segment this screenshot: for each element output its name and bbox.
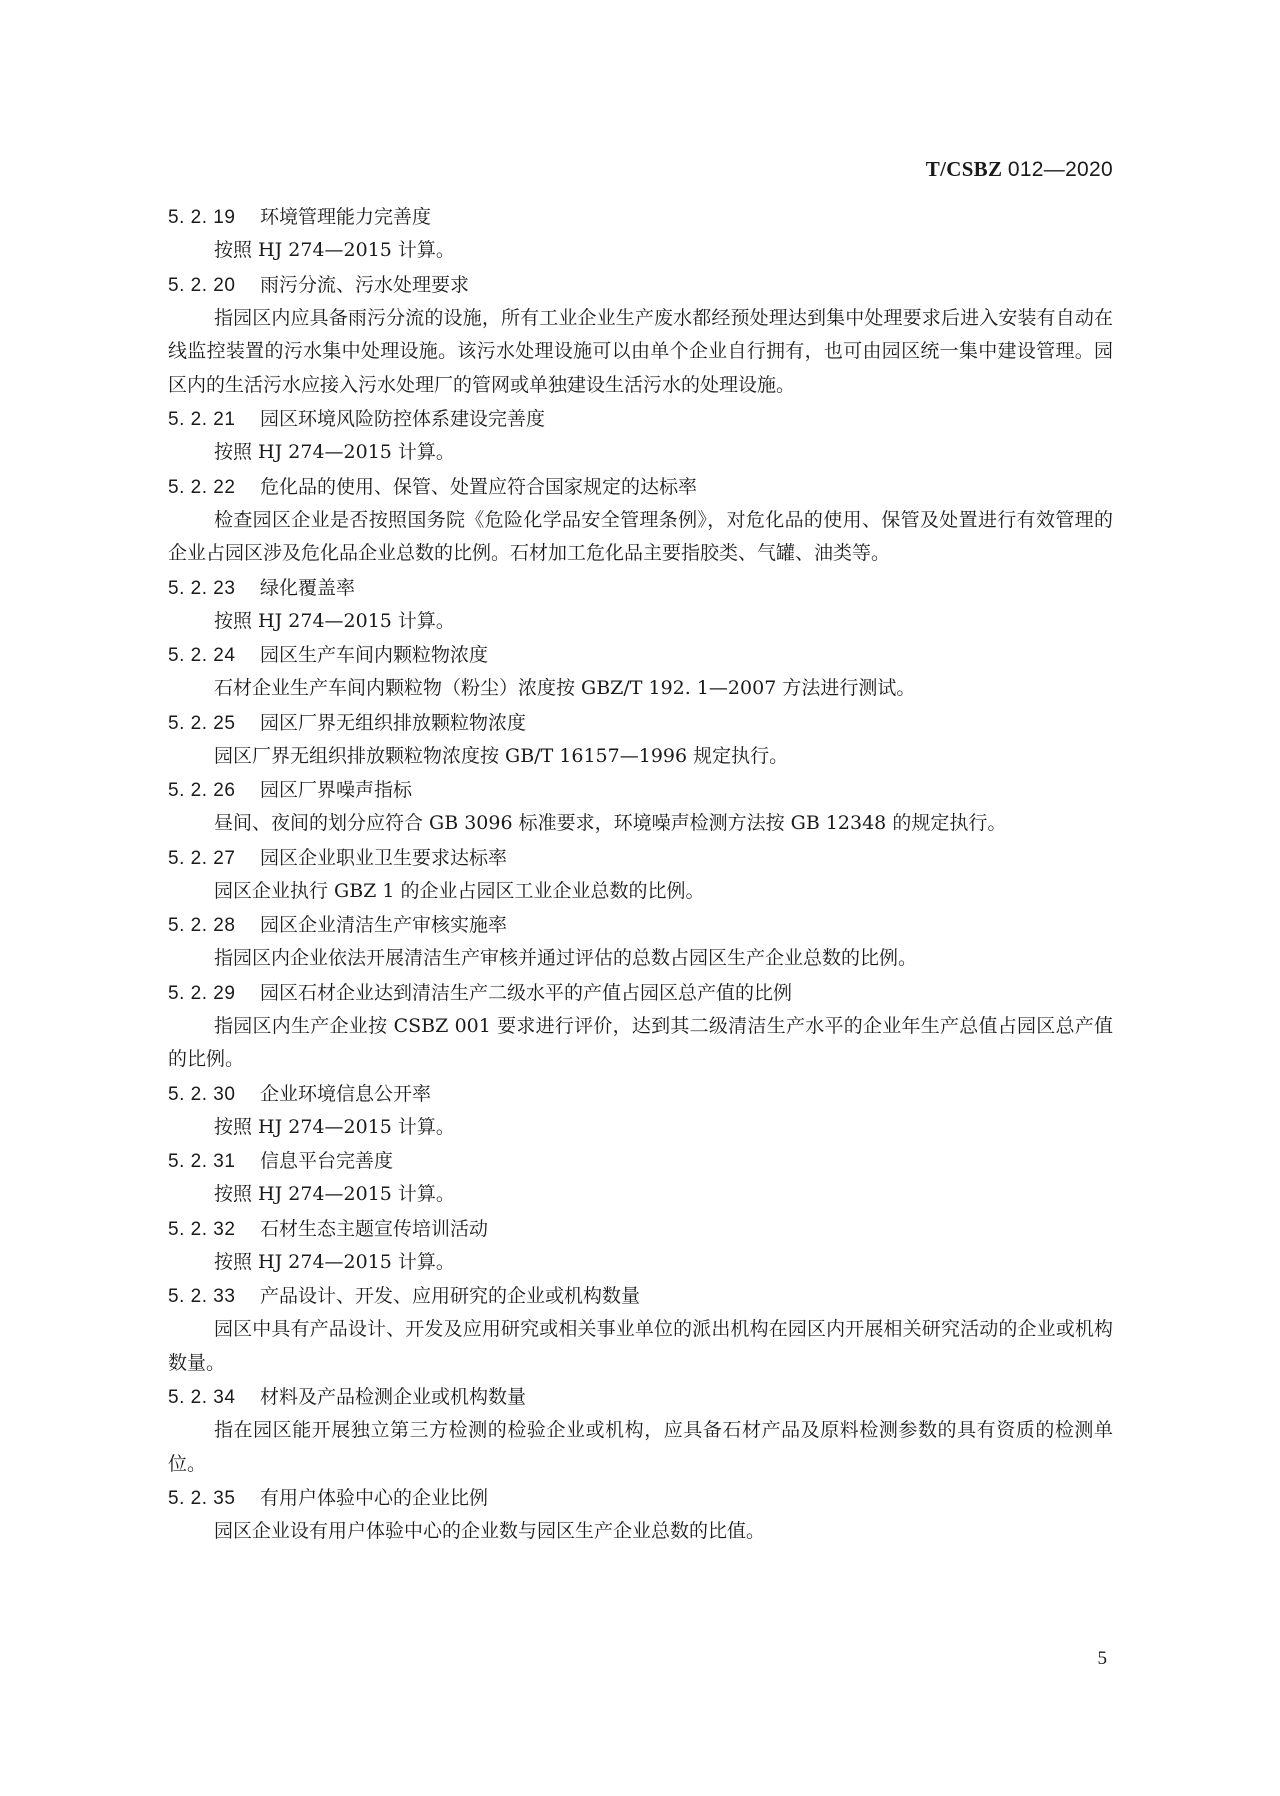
document-code-number: 012—2020: [1007, 158, 1113, 181]
section-body: 石材企业生产车间内颗粒物（粉尘）浓度按 GBZ/T 192. 1—2007 方法进行测试。: [214, 677, 916, 699]
section-5-2-30: [168, 1077, 1113, 1145]
section-heading: [168, 200, 1113, 234]
section-body: 按照 HJ 274—2015 计算。: [214, 1250, 455, 1273]
section-number: 5. 2. 21: [168, 409, 236, 430]
section-title: 园区企业职业卫生要求达标率: [260, 846, 508, 869]
section-number: 5. 2. 33: [168, 1286, 236, 1307]
section-number: 5. 2. 29: [168, 982, 236, 1004]
section-title: 绿化覆盖率: [260, 576, 356, 599]
section-5-2-19: [168, 200, 1113, 268]
section-5-2-34: [168, 1380, 1113, 1481]
section-title: 危化品的使用、保管、处置应符合国家规定的达标率: [260, 475, 698, 498]
section-heading: [168, 773, 1113, 807]
section-number: 5. 2. 20: [168, 274, 236, 296]
section-5-2-24: [168, 638, 1113, 706]
section-title: 园区厂界噪声指标: [260, 779, 413, 801]
section-heading: [168, 976, 1113, 1010]
section-number: 5. 2. 22: [168, 476, 236, 498]
document-code: [926, 157, 1113, 182]
page-number: 5: [1097, 1648, 1107, 1669]
section-number: 5. 2. 35: [168, 1488, 236, 1509]
section-number: 5. 2. 34: [168, 1387, 236, 1408]
section-body: 园区中具有产品设计、开发及应用研究或相关事业单位的派出机构在园区内开展相关研究活动的企业或机构数量。: [168, 1318, 1113, 1374]
section-title: 园区企业清洁生产审核实施率: [260, 914, 508, 936]
section-body: 按照 HJ 274—2015 计算。: [214, 239, 455, 261]
section-number: 5. 2. 28: [168, 915, 236, 936]
section-number: 5. 2. 31: [168, 1151, 236, 1172]
section-heading: [168, 402, 1113, 436]
section-heading: [168, 1380, 1113, 1414]
section-5-2-25: [168, 706, 1113, 774]
section-title: 环境管理能力完善度: [260, 206, 432, 228]
section-heading: [168, 638, 1113, 672]
section-title: 园区厂界无组织排放颗粒物浓度: [260, 711, 527, 734]
section-5-2-29: [168, 976, 1113, 1077]
section-number: 5. 2. 19: [168, 207, 236, 228]
section-heading: [168, 841, 1113, 875]
section-heading: [168, 1212, 1113, 1246]
section-5-2-26: [168, 773, 1113, 841]
section-5-2-23: [168, 571, 1113, 639]
section-title: 有用户体验中心的企业比例: [260, 1487, 489, 1509]
section-number: 5. 2. 32: [168, 1218, 236, 1240]
section-title: 园区环境风险防控体系建设完善度: [260, 408, 546, 430]
section-number: 5. 2. 26: [168, 780, 236, 801]
section-heading: [168, 1279, 1113, 1313]
section-title: 园区生产车间内颗粒物浓度: [260, 644, 489, 666]
section-heading: [168, 268, 1113, 302]
document-content: [168, 200, 1113, 1549]
section-title: 企业环境信息公开率: [260, 1082, 432, 1105]
section-heading: [168, 706, 1113, 740]
section-number: 5. 2. 25: [168, 712, 236, 734]
section-heading: [168, 1481, 1113, 1515]
section-5-2-31: [168, 1144, 1113, 1212]
section-title: 材料及产品检测企业或机构数量: [260, 1386, 527, 1408]
section-title: 雨污分流、污水处理要求: [260, 273, 470, 296]
section-heading: [168, 1077, 1113, 1111]
section-heading: [168, 470, 1113, 504]
section-number: 5. 2. 30: [168, 1083, 236, 1105]
section-heading: [168, 908, 1113, 942]
section-title: 石材生态主题宣传培训活动: [260, 1217, 489, 1240]
section-number: 5. 2. 23: [168, 577, 236, 599]
section-body: 园区企业执行 GBZ 1 的企业占园区工业企业总数的比例。: [214, 879, 705, 902]
section-title: 产品设计、开发、应用研究的企业或机构数量: [260, 1285, 641, 1307]
section-number: 5. 2. 24: [168, 645, 236, 666]
document-code-prefix: T/CSBZ: [925, 157, 1003, 181]
section-title: 信息平台完善度: [260, 1150, 394, 1172]
section-body: 昼间、夜间的划分应符合 GB 3096 标准要求，环境噪声检测方法按 GB 12348 的规定执行。: [214, 812, 1007, 834]
section-body: 检查园区企业是否按照国务院《危险化学品安全管理条例》，对危化品的使用、保管及处置进行有效管理的企业占园区涉及危化品企业总数的比例。石材加工危化品主要指胶类、气罐、油类等。: [168, 508, 1113, 564]
section-heading: [168, 1144, 1113, 1178]
section-body: 按照 HJ 274—2015 计算。: [214, 1183, 455, 1205]
section-body: 指园区内应具备雨污分流的设施，所有工业企业生产废水都经预处理达到集中处理要求后进入安装有自动在线监控装置的污水集中处理设施。该污水处理设施可以由单个企业自行拥有，也可由园区统一集中建设管理。园区内的生活污水应接入污水处理厂的管网或单独建设生活污水的处理设施。: [168, 306, 1113, 396]
section-body: 指园区内生产企业按 CSBZ 001 要求进行评价，达到其二级清洁生产水平的企业年生产总值占园区总产值的比例。: [168, 1014, 1113, 1070]
section-body: 指在园区能开展独立第三方检测的检验企业或机构，应具备石材产品及原料检测参数的具有资质的检测单位。: [168, 1419, 1113, 1475]
section-5-2-20: [168, 268, 1113, 403]
section-5-2-32: [168, 1212, 1113, 1280]
section-number: 5. 2. 27: [168, 847, 236, 869]
section-5-2-33: [168, 1279, 1113, 1380]
section-body: 按照 HJ 274—2015 计算。: [214, 609, 455, 632]
section-body: 园区厂界无组织排放颗粒物浓度按 GB/T 16157—1996 规定执行。: [214, 744, 789, 767]
section-body: 园区企业设有用户体验中心的企业数与园区生产企业总数的比值。: [214, 1520, 766, 1542]
section-5-2-27: [168, 841, 1113, 909]
section-5-2-35: [168, 1481, 1113, 1549]
section-body: 按照 HJ 274—2015 计算。: [214, 1115, 455, 1138]
section-body: 按照 HJ 274—2015 计算。: [214, 441, 455, 463]
section-title: 园区石材企业达到清洁生产二级水平的产值占园区总产值的比例: [260, 981, 793, 1004]
section-heading: [168, 571, 1113, 605]
section-body: 指园区内企业依法开展清洁生产审核并通过评估的总数占园区生产企业总数的比例。: [214, 947, 918, 969]
section-5-2-21: [168, 402, 1113, 470]
section-5-2-28: [168, 908, 1113, 976]
section-5-2-22: [168, 470, 1113, 571]
